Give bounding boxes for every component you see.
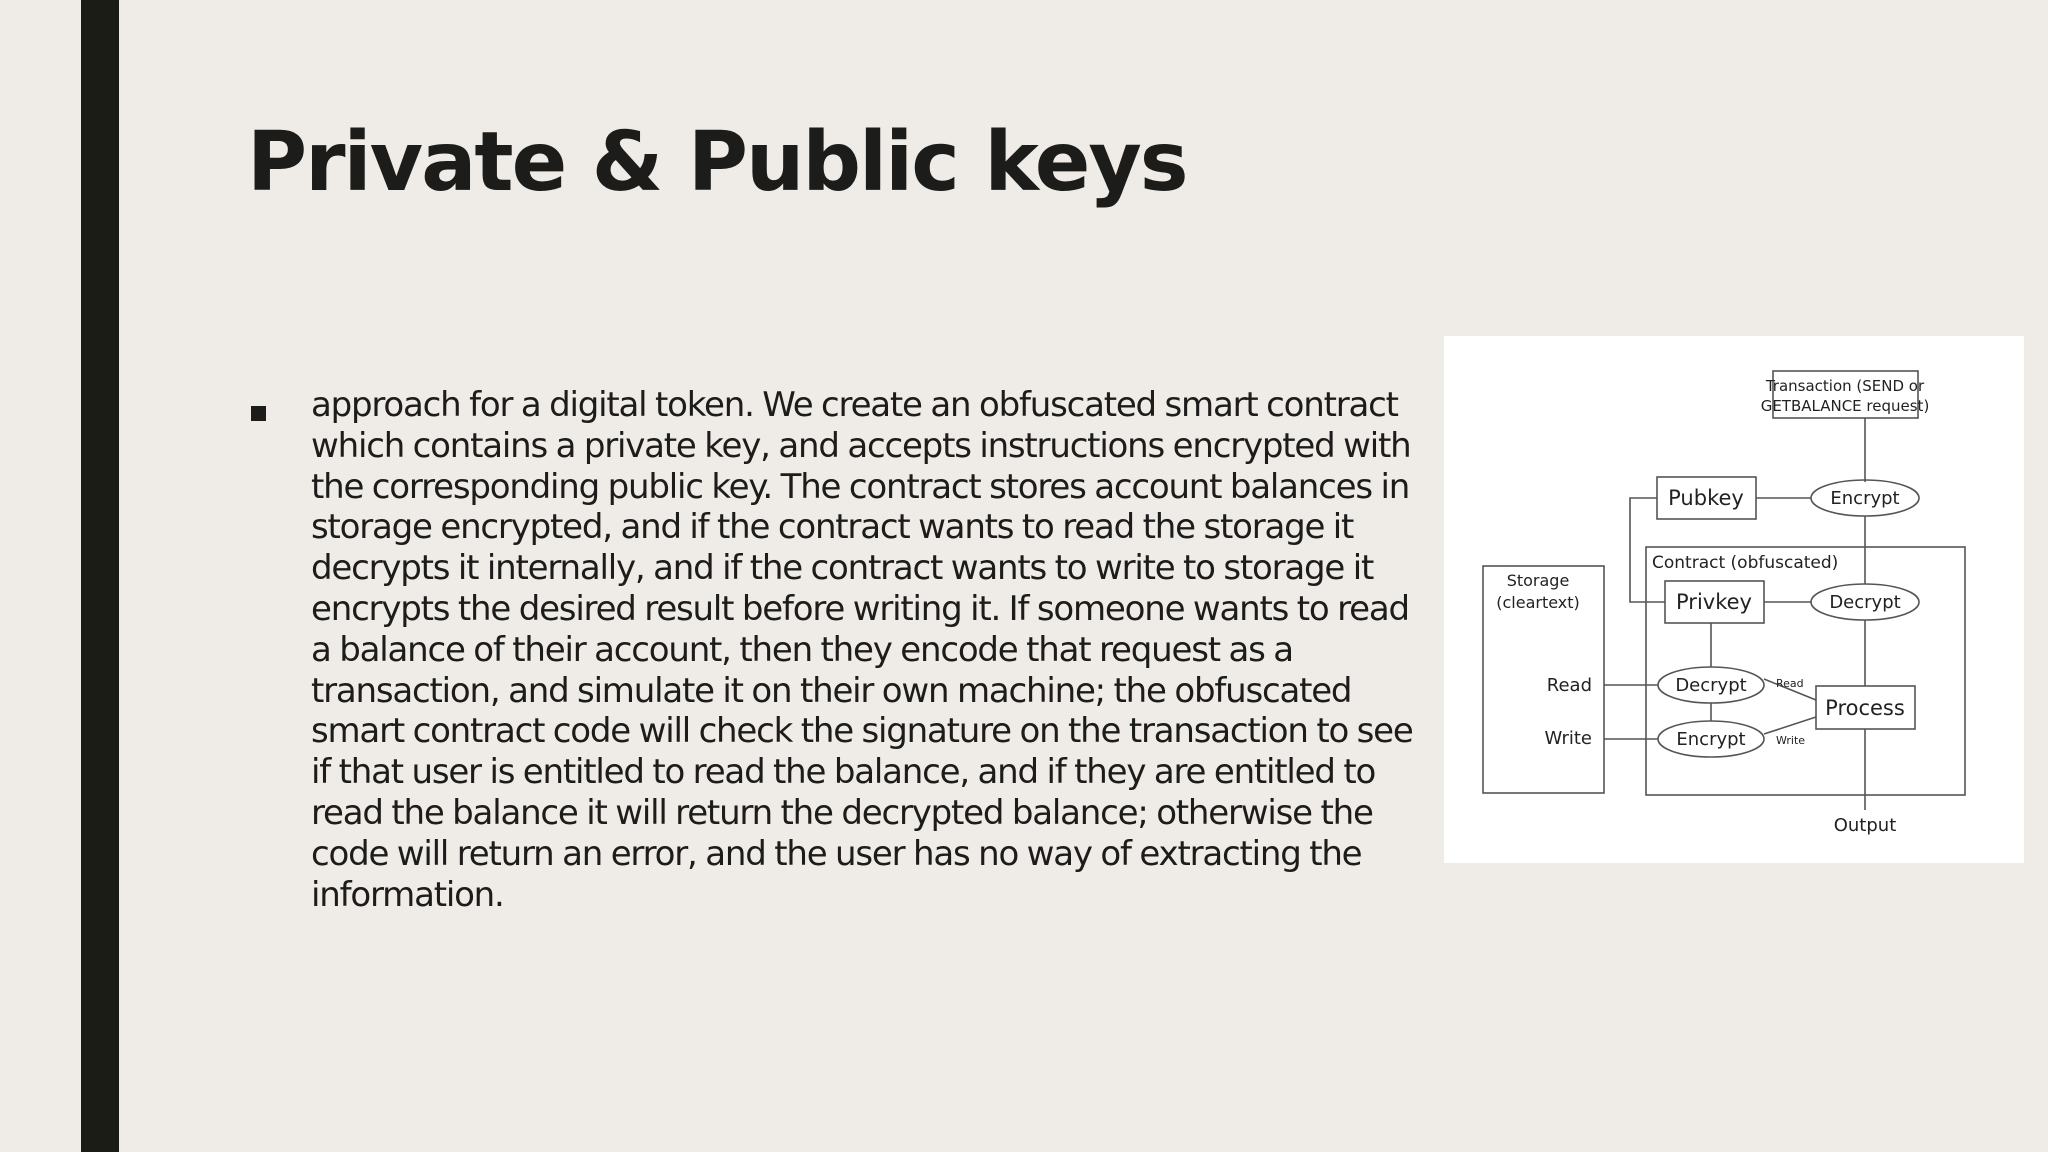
- decrypt-inner-label: Decrypt: [1675, 675, 1747, 696]
- square-bullet-icon: [251, 406, 266, 421]
- write-small-label: Write: [1776, 734, 1806, 747]
- storage-label-1: Storage: [1506, 571, 1570, 590]
- process-label: Process: [1825, 696, 1905, 720]
- bullet-list: [247, 385, 1437, 915]
- encrypt-top-label: Encrypt: [1830, 488, 1900, 509]
- privkey-label: Privkey: [1676, 590, 1752, 614]
- output-label: Output: [1833, 815, 1897, 836]
- encrypt-inner-label: Encrypt: [1676, 729, 1746, 750]
- bullet-item: [247, 385, 1437, 915]
- write-label: Write: [1544, 728, 1592, 749]
- slide-title: Private & Public keys: [247, 115, 1187, 210]
- transaction-label-1: Transaction (SEND or: [1765, 377, 1925, 395]
- read-small-label: Read: [1776, 677, 1804, 690]
- contract-diagram: [1444, 336, 2024, 863]
- diagram-svg: [1444, 336, 2024, 863]
- decrypt-top-label: Decrypt: [1829, 592, 1901, 613]
- contract-box: [1646, 547, 1965, 795]
- side-accent-bar: [81, 0, 119, 1152]
- transaction-label-2: GETBALANCE request): [1760, 397, 1930, 415]
- storage-label-2: (cleartext): [1496, 593, 1580, 612]
- read-label: Read: [1546, 675, 1592, 696]
- contract-label: Contract (obfuscated): [1652, 553, 1839, 573]
- pubkey-label: Pubkey: [1668, 486, 1744, 510]
- bullet-text: approach for a digital token. We create an obfuscated smart contract which contains a private key, and accepts instructions encrypted with the corresponding public key. The contract stores account balances in storage encrypted, and if the contract wants to read the storage it decrypts it internally, and if the contract wants to write to storage it encrypts the desired result before writing it. If someone wants to read a balance of their account, then they encode that request as a transaction, and simulate it on their own machine; the obfuscated smart contract code will check the signature on the transaction to see if that user is entitled to read the balance, and if they are entitled to read the balance it will return the decrypted balance; otherwise the code will return an error, and the user has no way of extracting the information.: [311, 385, 1413, 915]
